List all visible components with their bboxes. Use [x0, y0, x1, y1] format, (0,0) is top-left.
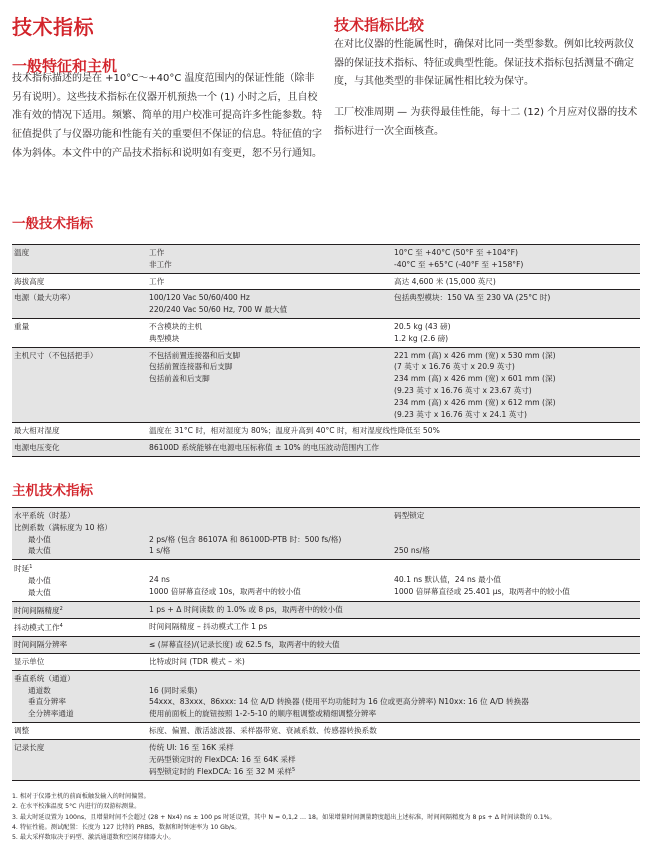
cell-line: 主机尺寸（不包括把手） [14, 350, 98, 360]
table-row [12, 722, 640, 739]
cell-line: 传统 UI: 16 至 16K 采样 [149, 742, 234, 752]
table-row [12, 670, 640, 722]
cell-line: 1 ps + Δ 时间读数 的 1.0% 或 8 ps，取两者中的较小值 [149, 604, 343, 614]
cell-line: 时延$^1$ [14, 564, 33, 574]
cell-line: 24 ns [149, 574, 170, 584]
table-row [12, 601, 640, 619]
cell-line: 10°C 至 +40°C (50°F 至 +104°F) [394, 248, 518, 257]
main-specs-heading: 主机技术指标 [12, 483, 93, 499]
cell-line: 包括前盖和后支脚 [149, 374, 210, 384]
row-value-cell [149, 725, 640, 737]
row-value-cell [149, 639, 640, 651]
row-label-cell [12, 510, 149, 557]
cell-line: 时间间隔精度$^2$ [14, 605, 63, 615]
cell-line: 高达 4,600 米 (15,000 英尺) [394, 276, 496, 286]
row-value-cell [149, 673, 640, 720]
row-value-cell [149, 604, 640, 617]
cell-line: (7 英寸 x 16.76 英寸 x 20.9 英寸) [394, 362, 515, 372]
row-value-cell [394, 292, 640, 316]
row-label-cell [12, 276, 149, 288]
row-label-cell [12, 604, 149, 617]
cell-line: 比特或时间 (TDR 模式 – 米) [149, 656, 245, 666]
cell-line [149, 510, 394, 522]
cell-line: 包括典型模块：150 VA 至 230 VA (25°C 时) [394, 293, 551, 303]
cell-line: 1.2 kg (2.6 磅) [394, 333, 449, 343]
general-specs-heading: 一般技术指标 [12, 216, 93, 232]
cell-line: ≤ (屏幕直径)/(记录长度) 或 62.5 fs，取两者中的较大值 [149, 640, 340, 650]
table-row [12, 636, 640, 653]
cell-line: 电源（最大功率） [14, 293, 75, 303]
row-condition-cell [149, 276, 394, 288]
row-value-cell [149, 656, 640, 668]
row-value-cell [394, 510, 640, 557]
row-label-cell [12, 425, 149, 437]
cell-line: 典型模块 [149, 333, 180, 343]
row-label-cell [12, 562, 149, 598]
cell-line: 全分辨率通道 [28, 709, 74, 719]
cell-line: 不含模块的主机 [149, 321, 203, 331]
cell-line: 234 mm (高) x 426 mm (宽) x 612 mm (深) [394, 397, 556, 407]
cell-line: 记录长度 [14, 742, 45, 752]
footnote: 5. 最大采样数取决于码型、激活通道数和空闲存储器大小。 [12, 834, 175, 842]
cell-line: 通道数 [28, 685, 51, 695]
row-label-cell [12, 742, 149, 778]
general-specs-table [12, 244, 640, 457]
cell-line: 包括前置连接器和后支脚 [149, 362, 233, 372]
table-row [12, 559, 640, 600]
table-row [12, 289, 640, 318]
cell-line: 54xxx、83xxx、86xxx: 14 位 A/D 转换器 (使用平均功能时为 16 位或更高分辨率) N10xx: 16 位 A/D 转换器 [149, 697, 529, 707]
cell-line: 最小值 [28, 534, 51, 544]
cell-line: 温度在 31°C 时，相对湿度为 80%；温度升高到 40°C 时，相对湿度线性降低至 50% [149, 426, 440, 436]
intro-paragraph: 技术指标描述的是在 +10°C～+40°C 温度范围内的保证性能（除非另有说明）。这些技术指标在仪器开机预热一个 (1) 小时之后，且自校准有效的情况下适用。频繁、简单的用户校准可提高许多性能参数。特征值提供了与仪器功能和性能有关的重要但不保证的信息。特征值的字体为斜体。本文件中的产品技术指标和说明如有变更，恕不另行通知。 [12, 73, 322, 159]
cell-line: 250 ns/格 [394, 546, 430, 556]
row-label-cell [12, 621, 149, 634]
compare-heading: 技术指标比较 [334, 16, 425, 34]
cell-line: 温度 [14, 248, 30, 257]
cell-line: 使用前面板上的旋钮按照 1-2-5-10 的顺序粗调整或精细调整分辨率 [149, 709, 377, 719]
cell-line: 垂直系统（通道） [14, 673, 75, 683]
row-condition-cell [149, 510, 394, 557]
row-label-cell [12, 247, 149, 271]
cell-line: 电源电压变化 [14, 443, 60, 453]
intro-heading: 一般特征和主机 [12, 57, 118, 75]
cell-line: 比例系数（满标度为 10 格） [14, 522, 113, 532]
row-label-cell [12, 442, 149, 454]
cell-line: 234 mm (高) x 426 mm (宽) x 601 mm (深) [394, 374, 556, 384]
compare-paragraph-2: 工厂校准周期 — 为获得最佳性能，每十二 (12) 个月应对仪器的技术指标进行一次全面核查。 [334, 107, 638, 137]
row-condition-cell [149, 292, 394, 316]
row-label-cell [12, 350, 149, 421]
cell-line: 不包括前置连接器和后支脚 [149, 350, 241, 360]
cell-line: 调整 [14, 725, 30, 735]
row-value-cell [149, 742, 640, 778]
footnote: 4. 特征性能。测试配置：长度为 127 比特的 PRBS，数据和时钟速率为 10 Gb/s。 [12, 823, 241, 831]
compare-paragraph-1: 在对比仪器的性能属性时，确保对比同一类型参数。例如比较两款仪器的保证技术指标、特征或典型性能。保证技术指标包括测量不确定度，与其他类型的非保证属性相比较为保守。 [334, 39, 634, 88]
cell-line: 最大值 [28, 587, 51, 597]
cell-line: 16 (同时采集) [149, 685, 198, 695]
table-row [12, 244, 640, 273]
footnote: 1. 相对于仪器主机的前面板触发输入的时间偏置。 [12, 793, 150, 800]
cell-line: 最小值 [28, 575, 51, 585]
cell-line: 显示单位 [14, 656, 45, 666]
cell-line: 工作 [149, 276, 165, 286]
cell-line: 1000 倍屏幕直径或 25.401 µs，取两者中的较小值 [394, 586, 570, 596]
table-row [12, 273, 640, 290]
cell-line: 最大相对湿度 [14, 426, 60, 436]
cell-line: 最大值 [28, 546, 51, 556]
cell-line: 非工作 [149, 259, 172, 269]
table-row [12, 318, 640, 347]
cell-line: 时间间隔精度 – 抖动模式工作 1 ps [149, 622, 268, 632]
table-row [12, 422, 640, 439]
cell-line [394, 304, 640, 316]
cell-line: 1000 倍屏幕直径或 10s，取两者中的较小值 [149, 586, 301, 596]
row-value-cell [394, 321, 640, 345]
row-condition-cell [149, 247, 394, 271]
cell-line [149, 522, 394, 534]
row-condition-cell [149, 350, 394, 421]
cell-line: 100/120 Vac 50/60/400 Hz [149, 293, 250, 303]
table-row [12, 507, 640, 559]
row-value-cell [149, 425, 640, 437]
row-label-cell [12, 725, 149, 737]
table-row [12, 653, 640, 670]
cell-line: 86100D 系统能够在电源电压标称值 ± 10% 的电压波动范围内工作 [149, 443, 379, 453]
row-value-cell [394, 247, 640, 271]
cell-line: 2 ps/格 (包含 86107A 和 86100D-PTB 时：500 fs/格) [149, 534, 342, 544]
cell-line [394, 522, 640, 534]
footnotes [12, 792, 640, 843]
cell-line: 码型锁定时的 FlexDCA: 16 至 32 M 采样$^5$ [149, 767, 296, 777]
cell-line [149, 673, 640, 685]
cell-line: 水平系统（时基） [14, 511, 75, 520]
page-title: 技术指标 [12, 15, 94, 39]
table-row [12, 618, 640, 636]
cell-line: 时间间隔分辨率 [14, 640, 68, 650]
row-condition-cell [149, 321, 394, 345]
cell-line: 20.5 kg (43 磅) [394, 321, 451, 331]
row-label-cell [12, 321, 149, 345]
row-label-cell [12, 656, 149, 668]
cell-line: 海拔高度 [14, 276, 45, 286]
cell-line: 码型锁定 [394, 511, 425, 520]
cell-line: 无码型锁定时的 FlexDCA: 16 至 64K 采样 [149, 754, 296, 764]
cell-line: (9.23 英寸 x 16.76 英寸 x 23.67 英寸) [394, 385, 532, 395]
row-value-cell [149, 621, 640, 634]
cell-line [394, 562, 640, 574]
row-label-cell [12, 673, 149, 720]
row-value-cell [394, 276, 640, 288]
table-row [12, 439, 640, 457]
main-specs-table [12, 507, 640, 781]
row-label-cell [12, 292, 149, 316]
cell-line: 抖动模式工作$^4$ [14, 623, 63, 633]
cell-line: 40.1 ns 默认值，24 ns 最小值 [394, 574, 501, 584]
cell-line: 重量 [14, 321, 30, 331]
table-row [12, 739, 640, 781]
cell-line: 221 mm (高) x 426 mm (宽) x 530 mm (深) [394, 350, 556, 360]
cell-line: 1 s/格 [149, 546, 171, 556]
cell-line: 标度、偏置、激活滤波器、采样器带宽、衰减系数、传感器转换系数 [149, 725, 377, 735]
footnote: 2. 在水平校准温度 5°C 内进行的双游标测量。 [12, 803, 141, 811]
table-row [12, 347, 640, 423]
row-label-cell [12, 639, 149, 651]
cell-line: 工作 [149, 248, 165, 257]
cell-line: 垂直分辨率 [28, 697, 66, 707]
cell-line: -40°C 至 +65°C (-40°F 至 +158°F) [394, 259, 524, 269]
row-value-cell [394, 562, 640, 598]
row-value-cell [149, 442, 640, 454]
cell-line [394, 534, 640, 546]
cell-line: (9.23 英寸 x 16.76 英寸 x 24.1 英寸) [394, 409, 527, 419]
footnote: 3. 最大时延设置为 100ns，且增量时间不会超过 (28 + Nx4) ns ± 100 ps 时延设置，其中 N = 0,1,2 … 18。如果增量时间测量跨度超出上述标准，时间间隔精度为 8 ps + Δ 时间读数的 0.1%。 [12, 813, 556, 821]
row-condition-cell [149, 562, 394, 598]
cell-line: 220/240 Vac 50/60 Hz, 700 W 最大值 [149, 305, 288, 315]
cell-line [149, 562, 394, 574]
row-value-cell [394, 350, 640, 421]
